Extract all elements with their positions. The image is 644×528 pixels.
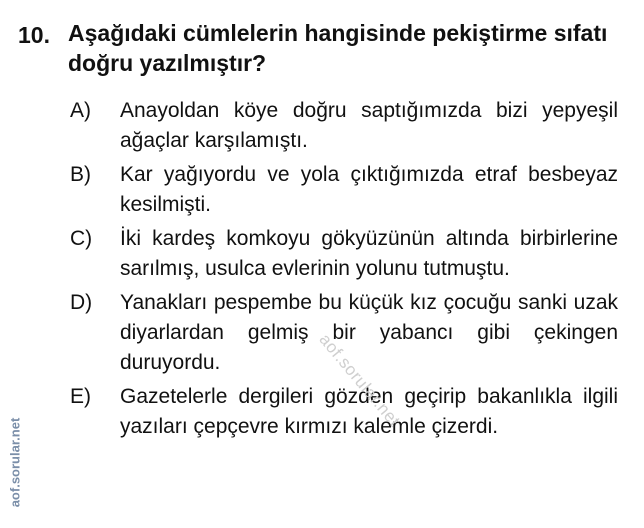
answer-options xyxy=(70,96,618,446)
option-d-text: Yanakları pespembe bu küçük kız çocuğu sanki uzak diyarlardan gelmiş bir yabancı gibi çekingen duruyordu. xyxy=(120,291,618,374)
question-header xyxy=(18,14,628,78)
option-b[interactable] xyxy=(70,160,618,220)
option-d-letter: D) xyxy=(70,291,93,314)
question-text: Aşağıdaki cümlelerin hangisinde pekiştirme sıfatı doğru yazılmıştır? xyxy=(68,20,608,76)
option-a-letter: A) xyxy=(70,99,91,122)
option-e-letter: E) xyxy=(70,385,91,408)
option-c[interactable] xyxy=(70,224,618,284)
option-c-text: İki kardeş komkoyu gökyüzünün altında birbirlerine sarılmış, usulca evlerinin yolunu tutmuştu. xyxy=(120,227,618,280)
option-e[interactable] xyxy=(70,382,618,442)
option-c-letter: C) xyxy=(70,227,93,250)
option-b-letter: B) xyxy=(70,163,91,186)
option-e-text: Gazetelerle dergileri gözden geçirip bakanlıkla ilgili yazıları çepçevre kırmızı kalemle çizerdi. xyxy=(120,385,618,438)
option-d[interactable] xyxy=(70,288,618,378)
side-watermark: aof.sorular.net xyxy=(7,417,23,508)
option-b-text: Kar yağıyordu ve yola çıktığımızda etraf besbeyaz kesilmişti. xyxy=(120,163,618,216)
question-number: 10. xyxy=(18,22,50,48)
question xyxy=(18,14,628,78)
option-a-text: Anayoldan köye doğru saptığımızda bizi yepyeşil ağaçlar karşılamıştı. xyxy=(120,99,618,152)
option-a[interactable] xyxy=(70,96,618,156)
diagonal-watermark: aof.sorular.net xyxy=(315,330,405,431)
